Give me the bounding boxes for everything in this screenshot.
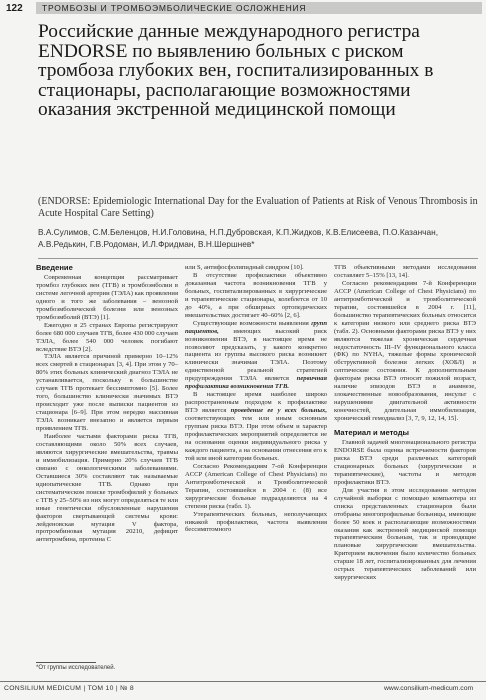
text-run: соответствующих тем или иным основным группам риска ВТЭ. При этом объем и характер профилактических мероприятий определяется не на основании оценки индивидуального риска у каждого пациента, а на основании отнесения его к той или иной категории больных. (185, 415, 327, 462)
emphasis: групп пациентов, (185, 319, 327, 335)
emphasis: проведение ее у всех больных, (230, 407, 327, 415)
paragraph: Утерапевтических больных, неполучающих никакой профилактики, частота выявления бессимптомного (185, 510, 327, 534)
paragraph (185, 320, 327, 392)
emphasis: первичная профилактика возникновения ТГВ. (185, 375, 327, 391)
paragraph: Для участия в этом исследовании методом случайной выборки с помощью компьютера из списка представленных стационаров были отобраны многопрофильные больницы, имеющие более 50 коек и располагающие возможностями оказания как экстренной медицинской помощи терапевтическим больным, так и проводящие плановые хирургические вмешательства. Критерием включения было количество больных старше 18 лет, госпитализированных для лечения острых терапевтических заболеваний или хирургических (334, 486, 476, 582)
title-divider (38, 258, 478, 259)
section-title: ТРОМБОЗЫ И ТРОМБОЭМБОЛИЧЕСКИЕ ОСЛОЖНЕНИЯ (42, 3, 307, 13)
paragraph: Главной задачей многонационального регистра ENDORSE была оценка встречаемости факторов риска ВТЭ среди различных категорий стационарных больных (хирургические и терапевтические), частоты и методов профилактики ВТЭ. (334, 439, 476, 486)
paragraph: Ежегодно в 25 странах Европы регистрируют более 680 000 случаев ТГВ, более 430 000 случаев ТЭЛА, более 540 000 человек погибают вследствие ВТЭ [2]. (36, 321, 178, 353)
paragraph: Современная концепция рассматривает тромбоз глубоких вен (ТГВ) и тромбоэмболии в системе легочной артерии (ТЭЛА) как проявления одного и того же заболевания – венозной тромбоэмболической болезни или венозных тромбоэмболий (ВТЭ) [1]. (36, 273, 178, 321)
website-link[interactable]: www.consilium-medicum.com (384, 685, 474, 692)
text-run: Существующие возможности выявления (193, 319, 312, 327)
paragraph: ТЭЛА является причиной примерно 10–12% всех смертей в стационарах [3, 4]. При этом у 70–80% этих больных клинический диагноз ТЭЛА не устанавливается, поскольку в большинстве случаев ТГВ протекает бессимптомно [5]. Более того, большинство клинически значимых ВТЭ происходит уже после выписки пациентов из стационара [6–9]. При этом нередко массивная ТЭЛА возникает внезапно и является первым проявлением ТГВ. (36, 353, 178, 433)
paragraph: Согласно Рекомендациям 7-ой Конференции ACCP (American College of Chest Physicians) по Антитромботической и Тромболитической Терапии, состоявшейся в 2004 г. (8) все хирургические больные подразделяются на 4 степени риска (табл. 1). (185, 462, 327, 510)
paragraph (185, 391, 327, 463)
paragraph: или S, антифосфолипидный синдром [10]. (185, 264, 304, 271)
footer-divider (0, 681, 486, 682)
footnote: *От группы исследователей. (36, 665, 116, 671)
article-title: Российские данные международного регистра ENDORSE по выявлению больных с риском тромбоза глубоких вен, госпитализированных в стационары, располагающие возможностями оказания экстренной медицинской помощи (38, 21, 434, 121)
paragraph: В отсутствие профилактики объективно доказанная частота возникновения ТГВ у больных, госпитализированных в хирургические и терапевтические стационары, колеблется от 10 до 40%, а при обширных ортопедических вмешательствах достигает 40–60% [2, 6]. (185, 271, 327, 319)
text-run: имеющих высокий риск возникновения ВТЭ, в настоящее время не позволяют предсказать, у какого конкретно пациента из группы высокого риска возникнет клинически значимая ТЭЛА. Поэтому единственной реальной стратегией предупреждения ТЭЛА является (185, 327, 327, 383)
paragraph: ТГВ объективными методами исследования составляет 5–15% [13, 14]. (334, 264, 476, 279)
paragraph: Наиболее частыми факторами риска ТГВ, составляющими около 50% всех случаев, являются хирургические вмешательства, травмы и иммобилизация. Примерно 20% случаев ТГВ связано с онкологическими заболеваниями. Оставшиеся 30% составляют так называемые идиопатические ТГВ. Однако при систематическом поиске тромбофилий у больных с ТГВ у 25–50% из них могут определяться те или иные генетически обусловленные нарушения факторов свертывающей системы крови: лейденовская мутация V фактора, протромбиновая мутация 20210, дефицит антитромбина, протеина C (36, 433, 178, 544)
methods-heading: Материал и методы (334, 428, 410, 438)
paragraph: Согласно рекомендациям 7-й Конференции ACCP (American College of Chest Physicians) по антитромботической и тромболитической терапии, состоявшейся в 2004 г. [11], большинство терапевтических больных относится к категории низкого или среднего риска ВТЭ (табл. 2). Основными факторами риска ВТЭ у них являются тяжелая хроническая сердечная недостаточность III–IV функционального класса (ФК) по NYHA, тяжелые формы хронической обструктивной болезни легких (ХОБЛ) и септические состояния. К дополнительным факторам риска ВТЭ относят пожилой возраст, наличие эпизодов ВТЭ в анамнезе, злокачественные новообразования, инсульт с нарушениями двигательной активности конечностей, длительная иммобилизация, хронический гемодиализ [3, 7, 9, 12, 14, 15]. (334, 279, 476, 423)
journal-footer: CONSILIUM MEDICUM | ТОМ 10 | № 8 (4, 685, 135, 692)
column-2 (185, 264, 327, 534)
page-header (0, 0, 486, 18)
page-number: 122 (6, 3, 23, 14)
footnote-divider (36, 662, 96, 663)
text-run: В настоящее время наиболее широко распространенным подходом к профилактике ВТЭ является (185, 391, 327, 415)
article-subtitle-en: (ENDORSE: Epidemiologic International Day for the Evaluation of Patients at Risk of Venous Thrombosis in Acute Hospital Care Setting) (38, 196, 478, 219)
column-1 (36, 264, 178, 544)
introduction-heading: Введение (36, 263, 73, 272)
article-authors: В.А.Сулимов, С.М.Беленцов, Н.И.Головина, Н.П.Дубровская, К.П.Жидков, К.В.Елисеева, П.О.Казанчан, А.В.Редькин, Г.В.Родоман, И.Л.Фридман, В.Н.Шершнев* (38, 227, 438, 249)
column-3 (334, 264, 476, 582)
section-band (36, 2, 482, 14)
